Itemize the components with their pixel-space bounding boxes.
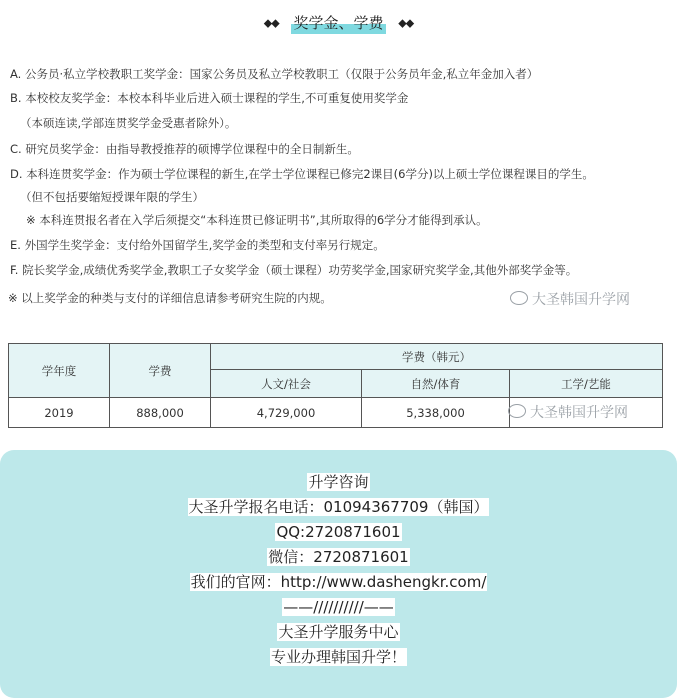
contact-wechat: 微信：2720871601 bbox=[268, 548, 409, 566]
header-natural: 自然/体育 bbox=[362, 370, 510, 398]
watermark-table bbox=[508, 402, 628, 422]
scholarship-item-e: E. 外国学生奖学金：支付给外国留学生,奖学金的类型和支付率另行规定。 bbox=[10, 238, 385, 252]
title-text: 奖学金、学费 bbox=[293, 14, 384, 32]
scholarship-item-c: C. 研究员奖学金：由指导教授推荐的硕博学位课程中的全日制新生。 bbox=[10, 142, 359, 156]
scholarship-remark: ※ 以上奖学金的种类与支付的详细信息请参考研究生院的内规。 bbox=[8, 291, 332, 305]
contact-slogan: 专业办理韩国升学！ bbox=[270, 648, 406, 666]
scholarship-section bbox=[0, 0, 677, 330]
scholarship-item-f: F. 院长奖学金,成绩优秀奖学金,教职工子女奖学金（硕士课程）功劳奖学金,国家研究奖学金,其他外部奖学金等。 bbox=[10, 263, 578, 277]
watermark-text: 大圣韩国升学网 bbox=[532, 292, 630, 308]
scholarship-item-d: D. 本科连贯奖学金：作为硕士学位课程的新生,在学士学位课程已修完2课目(6学分)以上硕士学位课程课目的学生。 bbox=[10, 167, 594, 181]
contact-box bbox=[0, 450, 677, 698]
header-fee-group: 学费（韩元） bbox=[211, 344, 663, 370]
scholarship-item-b: B. 本校校友奖学金：本校本科毕业后进入硕士课程的学生,不可重复使用奖学金 bbox=[10, 91, 409, 105]
scholarship-item-b-note: （本硕连读,学部连贯奖学金受惠者除外）。 bbox=[20, 116, 237, 130]
contact-divider: ——//////////—— bbox=[283, 598, 394, 616]
diamond-left-icon: ◆◆ bbox=[263, 16, 279, 30]
wechat-icon bbox=[508, 404, 526, 418]
watermark-top bbox=[510, 289, 630, 309]
scholarship-item-d-note: （但不包括要缩短授课年限的学生） bbox=[20, 190, 204, 204]
contact-phone: 大圣升学报名电话：01094367709（韩国） bbox=[188, 498, 489, 516]
header-humanities: 人文/社会 bbox=[211, 370, 362, 398]
scholarship-item-d-remark: ※ 本科连贯报名者在入学后须提交“本科连贯已修证明书”,其所取得的6学分才能得到承认。 bbox=[26, 213, 488, 227]
section-title bbox=[0, 12, 677, 35]
contact-qq: QQ:2720871601 bbox=[276, 523, 401, 541]
scholarship-item-a: A. 公务员·私立学校教职工奖学金：国家公务员及私立学校教职工（仅限于公务员年金,私立年金加入者） bbox=[10, 67, 539, 81]
wechat-icon bbox=[510, 291, 528, 305]
cell-natural: 5,338,000 bbox=[362, 398, 510, 428]
header-year: 学年度 bbox=[9, 344, 110, 398]
contact-center: 大圣升学服务中心 bbox=[278, 623, 399, 641]
cell-year: 2019 bbox=[9, 398, 110, 428]
contact-heading: 升学咨询 bbox=[308, 473, 369, 491]
cell-humanities: 4,729,000 bbox=[211, 398, 362, 428]
watermark-text: 大圣韩国升学网 bbox=[530, 405, 628, 421]
diamond-right-icon: ◆◆ bbox=[398, 16, 414, 30]
cell-tuition: 888,000 bbox=[110, 398, 211, 428]
contact-website[interactable]: 我们的官网：http://www.dashengkr.com/ bbox=[190, 573, 487, 591]
header-tuition: 学费 bbox=[110, 344, 211, 398]
header-engineering: 工学/艺能 bbox=[510, 370, 663, 398]
table-header-row bbox=[9, 344, 663, 370]
